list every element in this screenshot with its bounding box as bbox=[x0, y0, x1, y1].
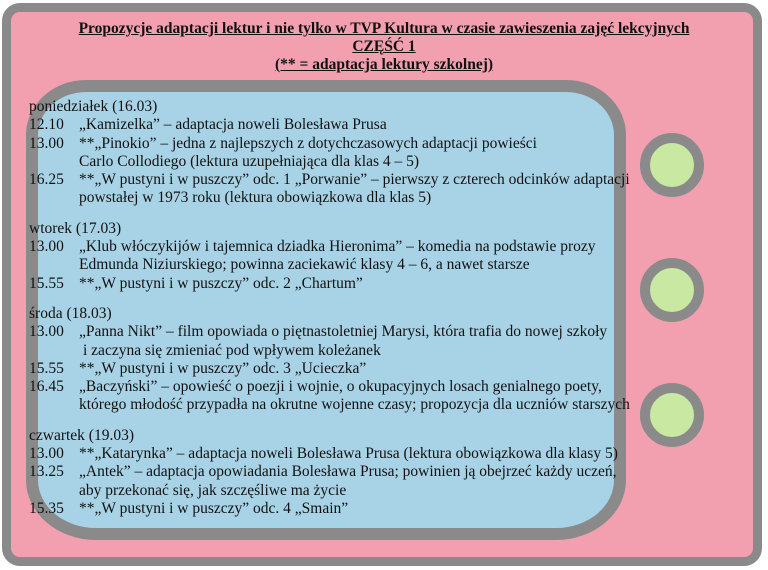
entry-time: 13.25 bbox=[29, 463, 64, 481]
entry-description-line: **„W pustyni i w puszczy” odc. 4 „Smain” bbox=[79, 499, 349, 517]
entry-description bbox=[79, 116, 759, 134]
day-block bbox=[29, 220, 759, 293]
day-block bbox=[29, 305, 759, 415]
entry-description bbox=[79, 500, 759, 518]
entry-time: 15.35 bbox=[29, 499, 64, 517]
entry-description bbox=[79, 238, 759, 275]
entry-description-line: **„Katarynka” – adaptacja noweli Bolesława Prusa (lektura obowiązkowa dla klasy 5) bbox=[79, 445, 618, 463]
entry-description bbox=[79, 323, 759, 360]
schedule-entry bbox=[29, 238, 759, 275]
entry-description-line: **„W pustyni i w puszczy” odc. 2 „Chartum” bbox=[79, 274, 363, 292]
entry-description bbox=[79, 378, 759, 415]
schedule bbox=[29, 98, 759, 518]
poster-header bbox=[0, 20, 768, 74]
entry-time: 13.00 bbox=[29, 134, 64, 152]
day-block bbox=[29, 98, 759, 208]
entry-description-line: Carlo Collodiego (lektura uzupełniająca dla klas 4 – 5) bbox=[79, 152, 420, 170]
entry-time: 15.55 bbox=[29, 359, 64, 377]
header-title: Propozycje adaptacji lektur i nie tylko w TVP Kultura w czasie zawieszenia zajęć lekcyjnych bbox=[78, 20, 690, 37]
entry-time: 13.00 bbox=[29, 323, 64, 341]
entry-time: 12.10 bbox=[29, 116, 64, 134]
entry-time: 15.55 bbox=[29, 274, 64, 292]
schedule-entry bbox=[29, 463, 759, 500]
entry-description-line: którego młodość przypadła na okrutne wojenne czasy; propozycja dla uczniów starszych bbox=[79, 396, 630, 414]
entry-description bbox=[79, 171, 759, 208]
entry-description-line: „Antek” – adaptacja opowiadania Bolesława Prusa; powinien ją obejrzeć każdy uczeń, bbox=[79, 463, 617, 481]
schedule-entry bbox=[29, 116, 759, 134]
entry-time: 16.45 bbox=[29, 378, 64, 396]
schedule-entry bbox=[29, 171, 759, 208]
day-title: środa (18.03) bbox=[29, 304, 112, 322]
entry-description-line: „Klub włóczykijów i tajemnica dziadka Hieronima” – komedia na podstawie prozy bbox=[79, 238, 596, 256]
entry-description-line: **„Pinokio” – jedna z najlepszych z dotychczasowych adaptacji powieści bbox=[79, 134, 537, 152]
entry-description bbox=[79, 463, 759, 500]
schedule-entry bbox=[29, 500, 759, 518]
entry-description-line: „Baczyński” – opowieść o poezji i wojnie, o okupacyjnych losach genialnego poety, bbox=[79, 378, 602, 396]
schedule-entry bbox=[29, 135, 759, 172]
day-block bbox=[29, 427, 759, 518]
schedule-entry bbox=[29, 323, 759, 360]
entry-time: 16.25 bbox=[29, 171, 64, 189]
entry-description-line: Edmunda Niziurskiego; powinna zaciekawić klasy 4 – 6, a nawet starsze bbox=[79, 256, 530, 274]
entry-description-line: „Panna Nikt” – film opowiada o piętnastoletniej Marysi, która trafia do nowej szkoły bbox=[79, 323, 608, 341]
day-title: poniedziałek (16.03) bbox=[29, 98, 158, 115]
entry-description-line: i zaczyna się zmieniać pod wpływem koleżanek bbox=[83, 341, 381, 359]
schedule-entry bbox=[29, 275, 759, 293]
entry-description bbox=[79, 445, 759, 463]
schedule-entry bbox=[29, 445, 759, 463]
schedule-entry bbox=[29, 360, 759, 378]
entry-description bbox=[79, 360, 759, 378]
schedule-entry bbox=[29, 378, 759, 415]
entry-description-line: **„W pustyni i w puszczy” odc. 3 „Ucieczka” bbox=[79, 359, 367, 377]
entry-description-line: aby przekonać się, jak szczęśliwe ma życie bbox=[79, 481, 347, 499]
day-title: czwartek (19.03) bbox=[29, 426, 135, 444]
entry-description-line: „Kamizelka” – adaptacja noweli Bolesława Prusa bbox=[79, 116, 387, 134]
entry-description-line: powstałej w 1973 roku (lektura obowiązkowa dla klas 5) bbox=[79, 189, 432, 207]
header-legend: (** = adaptacja lektury szkolnej) bbox=[274, 56, 494, 73]
entry-description bbox=[79, 135, 759, 172]
entry-description bbox=[79, 275, 759, 293]
entry-time: 13.00 bbox=[29, 238, 64, 256]
header-part: CZĘŚĆ 1 bbox=[352, 38, 416, 55]
entry-time: 13.00 bbox=[29, 445, 64, 463]
entry-description-line: **„W pustyni i w puszczy” odc. 1 „Porwanie” – pierwszy z czterech odcinków adaptacji bbox=[79, 171, 630, 189]
day-title: wtorek (17.03) bbox=[29, 219, 122, 237]
